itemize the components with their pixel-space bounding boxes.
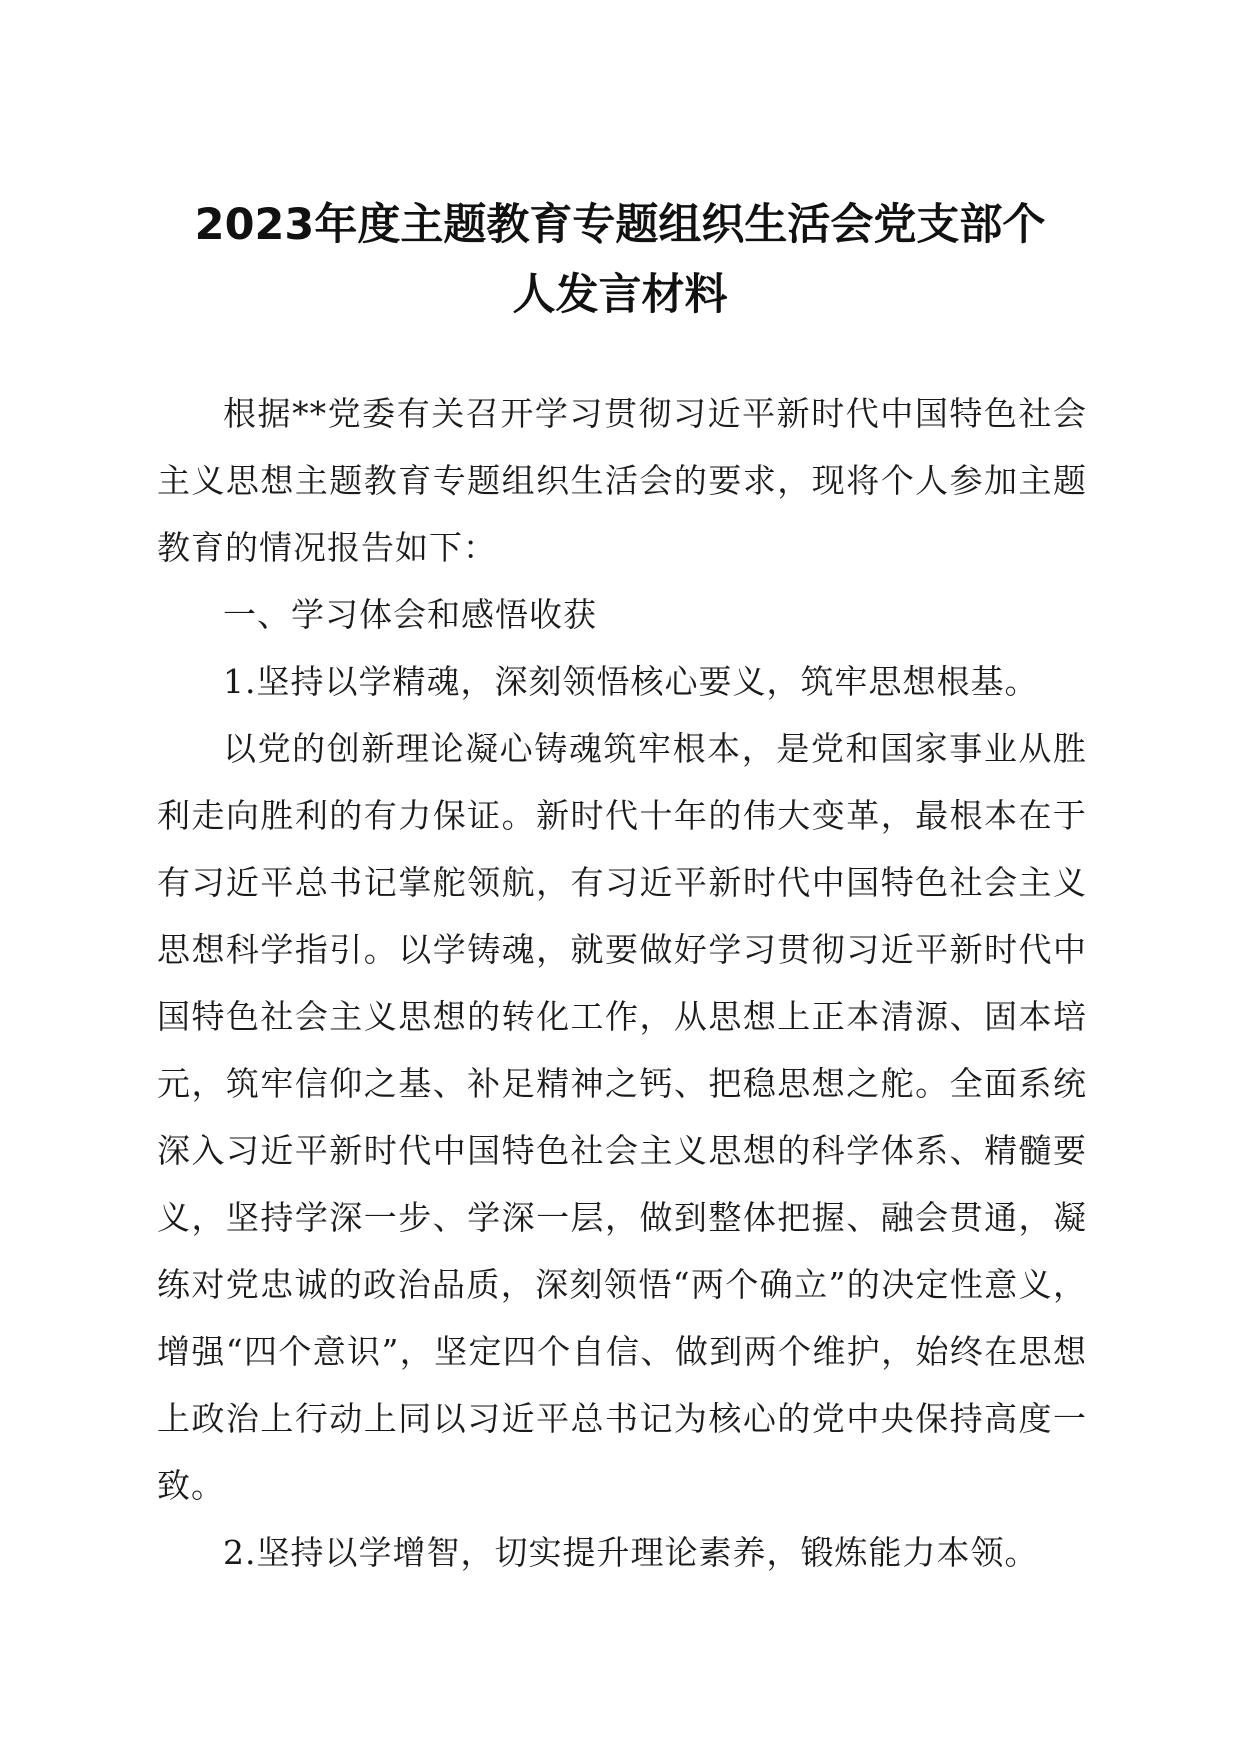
section-heading: 一、学习体会和感悟收获 <box>223 595 597 634</box>
body-paragraph: 以党的创新理论凝心铸魂筑牢根本，是党和国家事业从胜利走向胜利的有力保证。新时代十年的伟大变革，最根本在于有习近平总书记掌舵领航，有习近平新时代中国特色社会主义思想科学指引。以学铸魂，就要做好学习贯彻习近平新时代中国特色社会主义思想的转化工作，从思想上正本清源、固本培元，筑牢信仰之基、补足精神之钙、把稳思想之舵。全面系统深入习近平新时代中国特色社会主义思想的科学体系、精髓要义，坚持学深一步、学深一层，做到整体把握、融会贯通，凝练对党忠诚的政治品质，深刻领悟“两个确立”的决定性意义，增强“四个意识”，坚定四个自信、做到两个维护，始终在思想上政治上行动上同以习近平总书记为核心的党中央保持高度一致。 <box>157 729 1087 1505</box>
document-title <box>140 190 1100 330</box>
subheading-2: 2.坚持以学增智，切实提升理论素养，锻炼能力本领。 <box>223 1533 1039 1572</box>
title-line-2: 人发言材料 <box>512 270 728 320</box>
subheading-1: 1.坚持以学精魂，深刻领悟核心要义，筑牢思想根基。 <box>223 662 1039 701</box>
document-body <box>157 380 1087 1586</box>
title-line-1: 2023年度主题教育专题组织生活会党支部个 <box>194 200 1046 250</box>
intro-paragraph: 根据**党委有关召开学习贯彻习近平新时代中国特色社会主义思想主题教育专题组织生活会的要求，现将个人参加主题教育的情况报告如下： <box>157 394 1087 567</box>
